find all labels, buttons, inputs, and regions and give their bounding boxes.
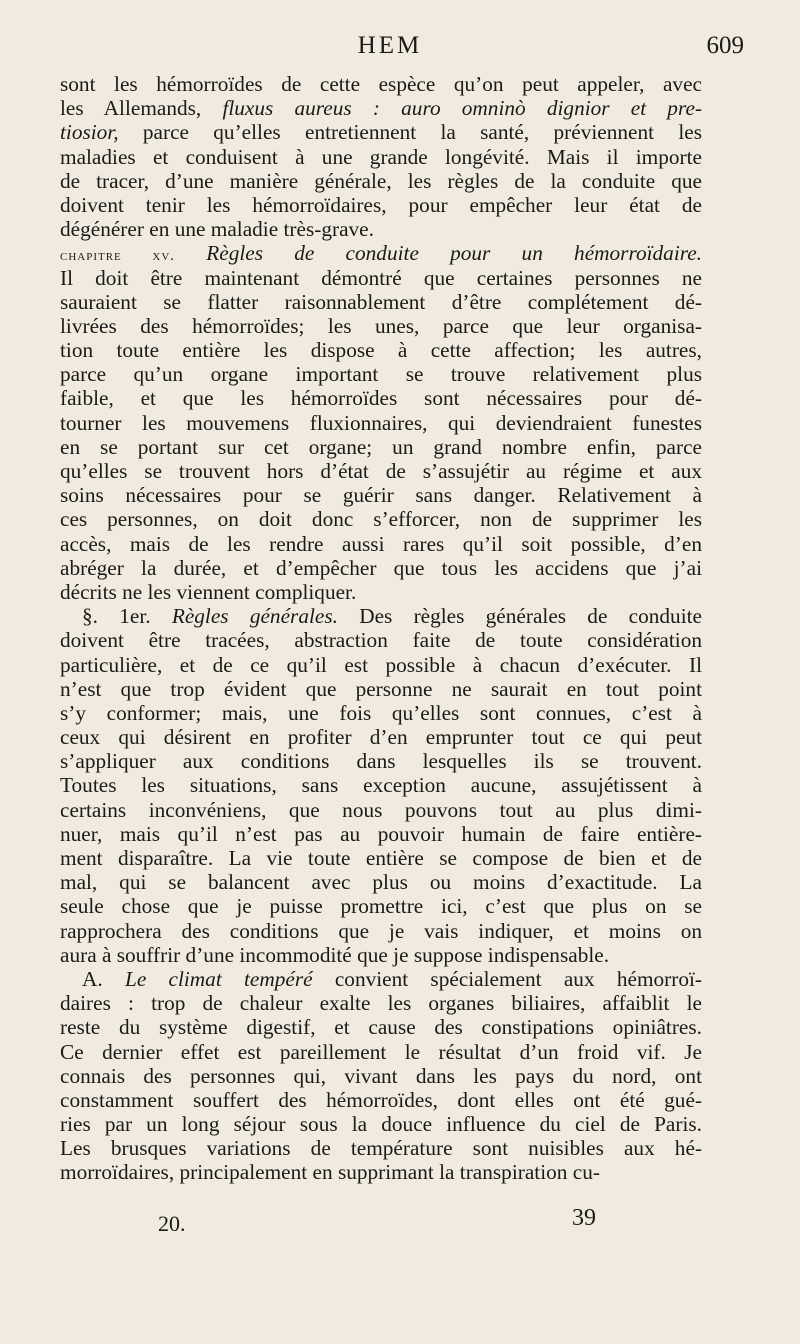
signature-mark: 20. — [158, 1211, 186, 1236]
text-run: doivent être tracées, abstraction faite de toute considération — [60, 628, 702, 653]
text-run: parce qu’elles entretiennent la santé, préviennent les — [118, 120, 702, 145]
text-line — [60, 628, 702, 652]
text-run: de tracer, d’une manière générale, les règles de la conduite que — [60, 168, 702, 193]
text-line — [60, 386, 702, 410]
text-run: Toutes les situations, sans exception aucune, assujétissent à — [60, 773, 702, 798]
page-number: 609 — [706, 32, 744, 59]
text-run: constamment souffert des hémorroïdes, dont elles ont été gué- — [60, 1087, 702, 1112]
text-run: convient spécialement aux hémorroï- — [312, 966, 702, 991]
page-body — [60, 72, 702, 1185]
text-run: tourner les mouvemens fluxionnaires, qui deviendraient funestes — [60, 410, 702, 435]
text-run: sont les hémorroïdes de cette espèce qu’on peut appeler, avec — [60, 72, 702, 96]
text-line — [60, 919, 702, 943]
text-line — [60, 1088, 702, 1112]
text-run: ceux qui désirent en profiter d’en emprunter tout ce qui peut — [60, 725, 702, 750]
text-line — [60, 653, 702, 677]
text-line — [60, 483, 702, 507]
text-line — [60, 580, 702, 604]
text-line — [60, 411, 702, 435]
text-line — [60, 362, 702, 386]
text-run: n’est que trop évident que personne ne saurait en tout point — [60, 676, 702, 701]
text-run: livrées des hémorroïdes; les unes, parce que leur organisa- — [60, 313, 702, 338]
text-run: ment disparaître. La vie toute entière se compose de bien et de — [60, 846, 702, 870]
text-run: faible, et que les hémorroïdes sont nécessaires pour dé- — [60, 386, 702, 411]
text-line — [60, 749, 702, 773]
text-line — [60, 507, 702, 531]
paragraph — [60, 241, 702, 604]
text-run: soins nécessaires pour se guérir sans danger. Relativement à — [60, 483, 702, 508]
text-run: ces personnes, on doit donc s’efforcer, non de supprimer les — [60, 507, 702, 532]
text-line — [60, 677, 702, 701]
page-footer — [60, 1205, 702, 1241]
text-run: connais des personnes qui, vivant dans les pays du nord, ont — [60, 1063, 702, 1088]
text-line — [60, 338, 702, 362]
text-line — [60, 169, 702, 193]
text-line — [60, 725, 702, 749]
paragraph — [60, 604, 702, 967]
text-line — [60, 822, 702, 846]
italic-text: tiosior, — [60, 120, 119, 145]
paragraph — [60, 72, 702, 241]
text-line — [60, 773, 702, 797]
text-line — [60, 145, 702, 169]
text-line — [60, 894, 702, 918]
text-run: Des règles générales de conduite — [337, 604, 702, 629]
text-run: mal, qui se balancent avec plus ou moins d’exactitude. La — [60, 870, 702, 895]
paragraph — [60, 967, 702, 1185]
text-line — [60, 217, 702, 241]
text-line — [60, 459, 702, 483]
text-line — [60, 290, 702, 314]
text-run: reste du système digestif, et cause des constipations opiniâtres. — [60, 1015, 702, 1040]
text-run: seule chose que je puisse promettre ici, c’est que plus on se — [60, 894, 702, 919]
text-run: rapprochera des conditions que je vais indiquer, et moins on — [60, 918, 702, 943]
text-run: s’appliquer aux conditions dans lesquelles ils se trouvent. — [60, 749, 702, 774]
text-run: les Allemands, — [60, 96, 223, 121]
text-line — [60, 1015, 702, 1039]
italic-text: fluxus aureus : auro omninò dignior et pre- — [222, 96, 702, 121]
text-run: certains inconvéniens, que nous pouvons tout au plus dimi- — [60, 797, 702, 822]
text-run: décrits ne les viennent compliquer. — [60, 579, 357, 604]
italic-text: Règles générales. — [171, 604, 338, 629]
text-line — [60, 556, 702, 580]
text-line — [60, 193, 702, 217]
text-line — [60, 870, 702, 894]
chapter-label: chapitre xv. — [60, 248, 176, 265]
text-run: Ce dernier effet est pareillement le résultat d’un froid vif. Je — [60, 1039, 702, 1064]
text-run: en se portant sur cet organe; un grand nombre enfin, parce — [60, 434, 702, 459]
text-run — [175, 241, 206, 265]
text-line — [60, 943, 702, 967]
text-line — [60, 314, 702, 338]
running-head: HEM — [357, 32, 423, 59]
text-line — [60, 120, 702, 144]
text-run: ries par un long séjour sous la douce influence du ciel de Paris. — [60, 1112, 702, 1137]
text-line — [60, 846, 702, 870]
text-line — [60, 1064, 702, 1088]
text-line — [60, 532, 702, 556]
text-run: tion toute entière les dispose à cette affection; les autres, — [60, 338, 702, 363]
text-run: accès, mais de les rendre aussi rares qu’il soit possible, d’en — [60, 531, 702, 556]
text-line — [60, 1040, 702, 1064]
text-run: A. — [82, 966, 125, 991]
text-line — [60, 604, 702, 628]
text-line — [60, 1160, 702, 1184]
text-line — [60, 1112, 702, 1136]
text-run: §. 1er. — [82, 604, 172, 629]
text-run: nuer, mais qu’il n’est pas au pouvoir humain de faire entière- — [60, 821, 702, 846]
text-run: sauraient se flatter raisonnablement d’être complétement dé- — [60, 289, 702, 314]
text-run: abréger la durée, et d’empêcher que tous les accidens que j’ai — [60, 555, 702, 580]
text-line — [60, 266, 702, 290]
text-run: aura à souffrir d’une incommodité que je suppose indispensable. — [60, 942, 610, 967]
text-run: parce qu’un organe important se trouve relativement plus — [60, 362, 702, 387]
text-run: daires : trop de chaleur exalte les organes biliaires, affaiblit le — [60, 991, 702, 1016]
text-line — [60, 701, 702, 725]
text-run: morroïdaires, principalement en supprimant la transpiration cu- — [60, 1160, 600, 1185]
italic-text: Règles de conduite pour un hémorroïdaire. — [206, 241, 703, 266]
text-run: s’y conformer; mais, une fois qu’elles sont connues, c’est à — [60, 700, 702, 725]
text-line — [60, 96, 702, 120]
text-line — [60, 72, 702, 96]
text-line — [60, 1136, 702, 1160]
text-line — [60, 991, 702, 1015]
text-run: doivent tenir les hémorroïdaires, pour empêcher leur état de — [60, 192, 702, 217]
text-line — [60, 967, 702, 991]
italic-text: Le climat tempéré — [124, 966, 313, 991]
signature-number: 39 — [572, 1205, 596, 1231]
text-run: Il doit être maintenant démontré que certaines personnes ne — [60, 265, 702, 290]
text-run: dégénérer en une maladie très-grave. — [60, 217, 374, 242]
text-line — [60, 798, 702, 822]
text-run: Les brusques variations de température sont nuisibles aux hé- — [60, 1136, 702, 1161]
text-run: maladies et conduisent à une grande longévité. Mais il importe — [60, 144, 702, 169]
text-line — [60, 435, 702, 459]
text-run: qu’elles se trouvent hors d’état de s’assujétir au régime et aux — [60, 459, 702, 483]
text-run: particulière, et de ce qu’il est possible à chacun d’exécuter. Il — [60, 652, 702, 677]
page-header — [60, 32, 744, 72]
text-line — [60, 241, 702, 265]
